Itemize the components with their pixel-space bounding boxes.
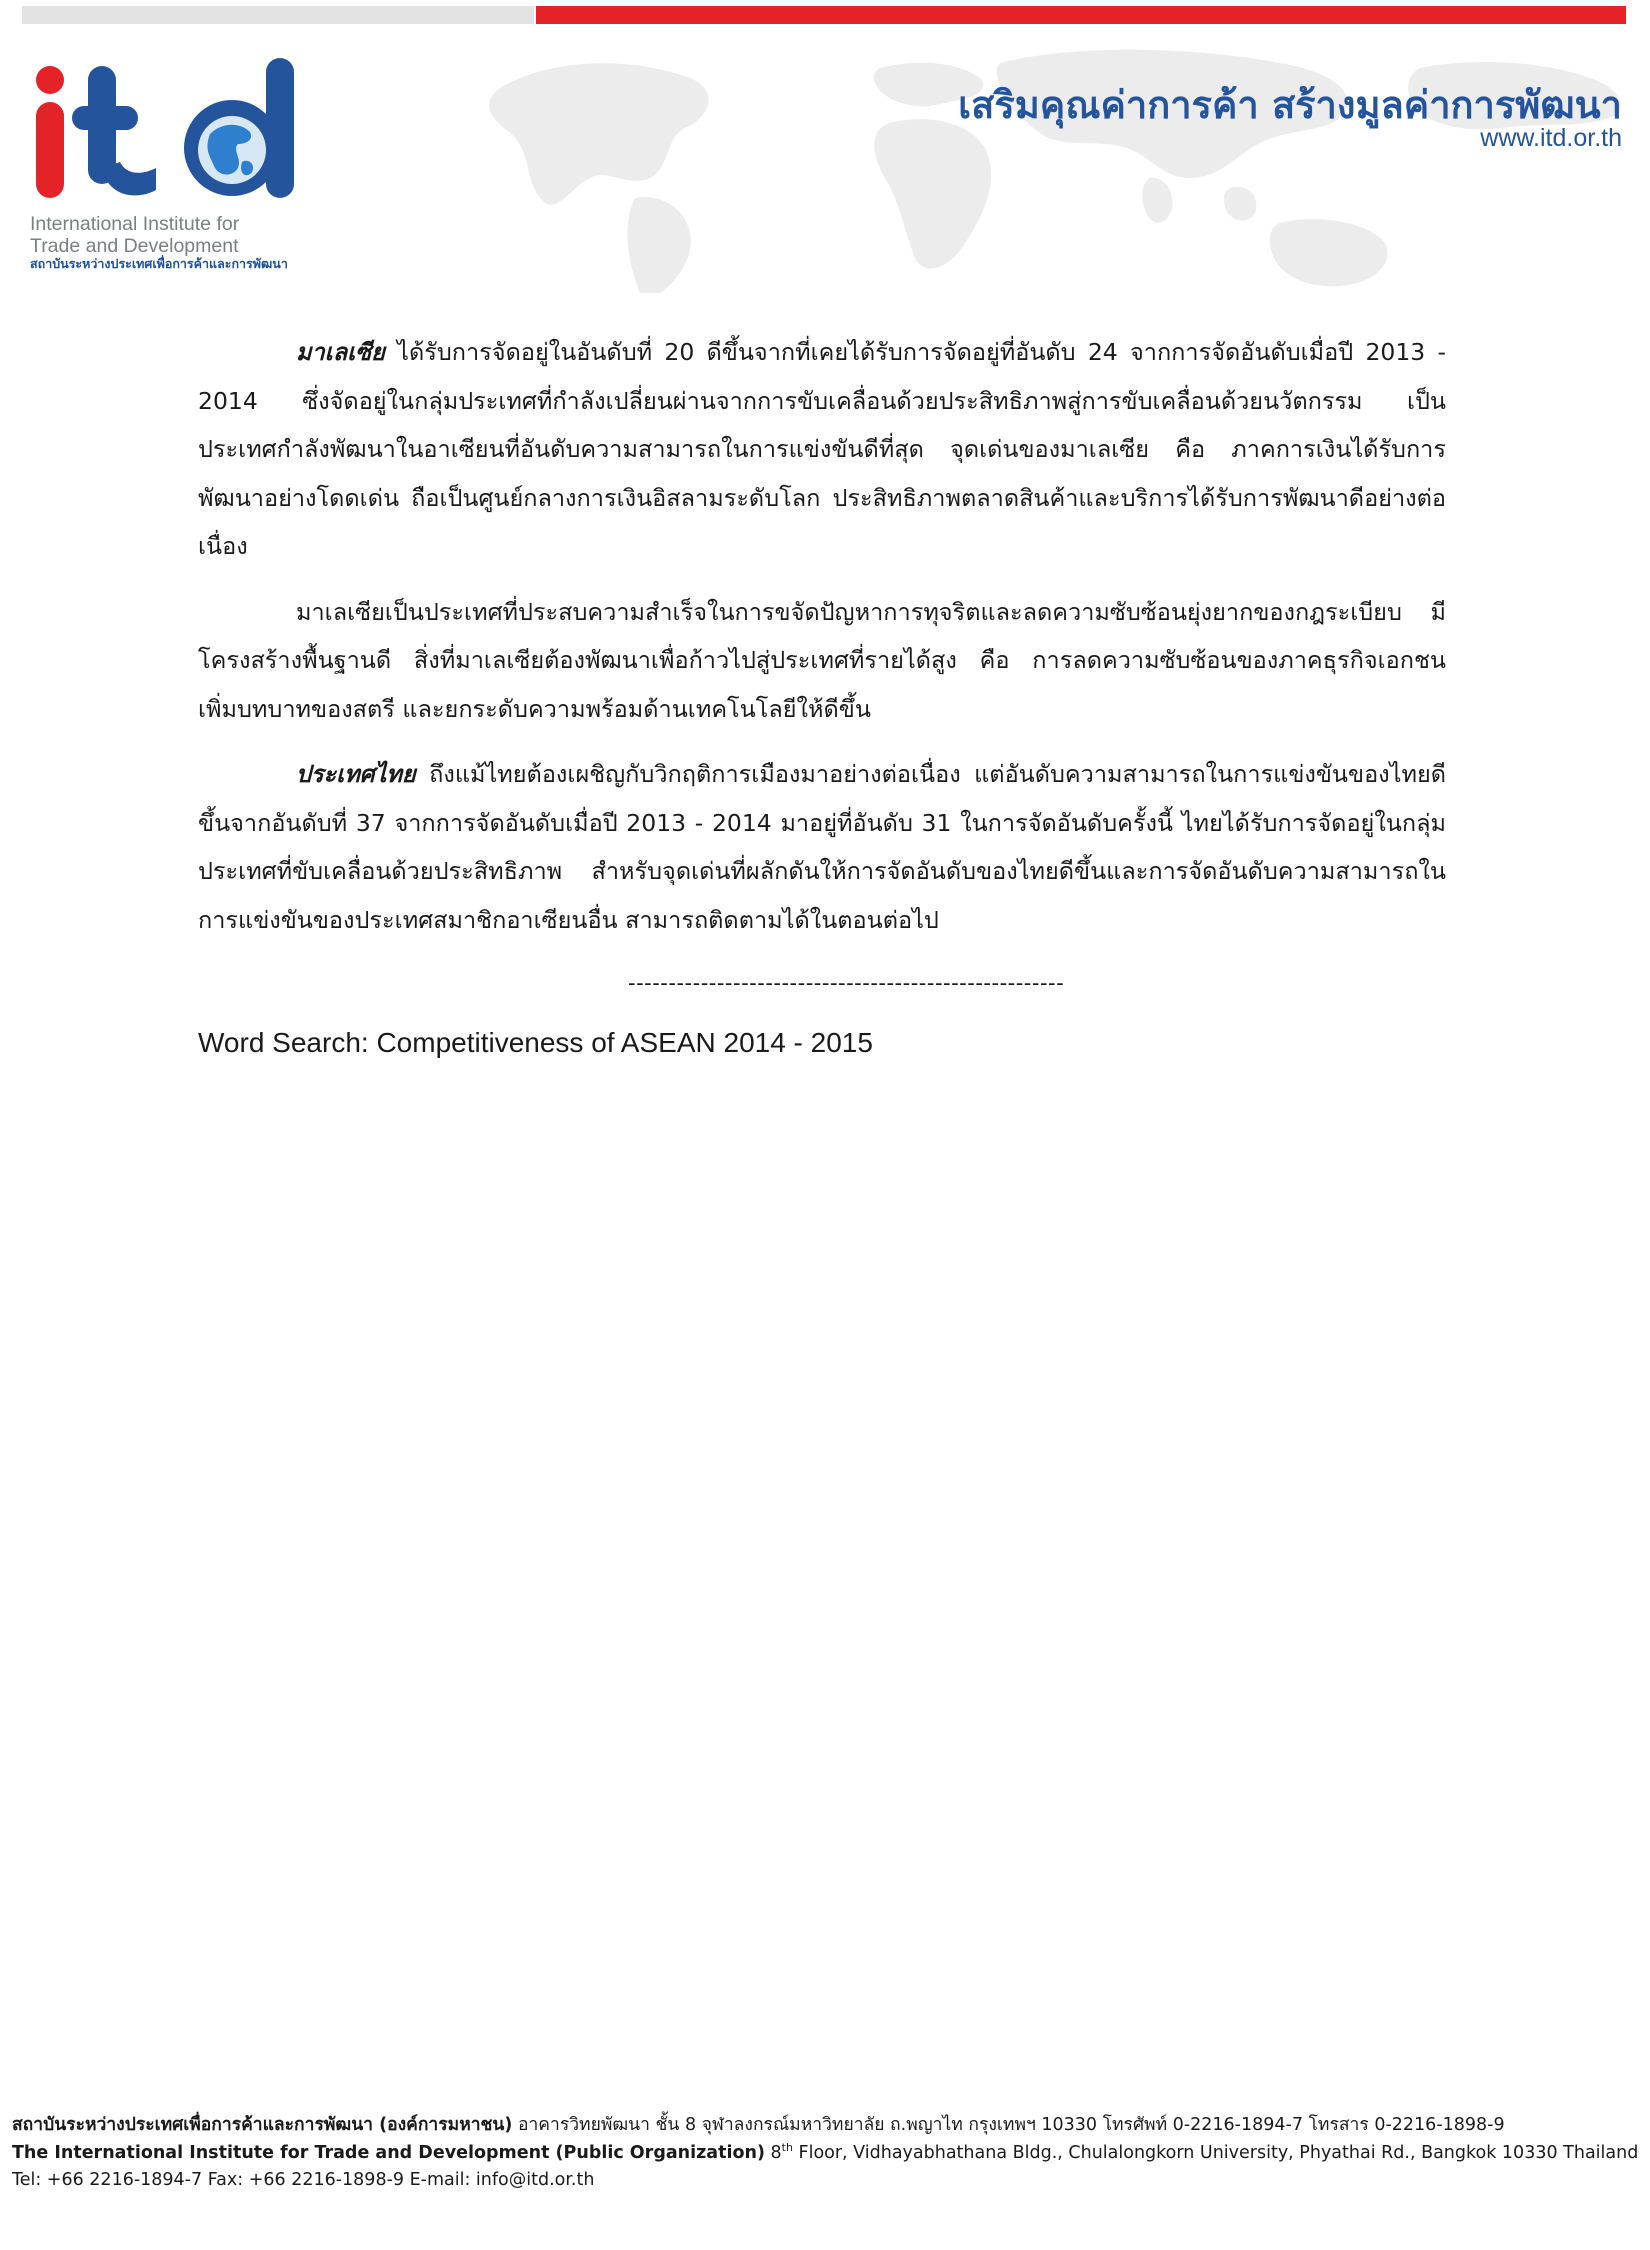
footer-line-english [12,2140,1639,2168]
section-divider: ------------------------------------------------------ [628,971,1065,995]
header-slogan: เสริมคุณค่าการค้า สร้างมูลค่าการพัฒนา [958,83,1622,127]
paragraph-text: ถึงแม้ไทยต้องเผชิญกับวิกฤติการเมืองมาอย่างต่อเนื่อง แต่อันดับความสามารถในการแข่งขันของไทยดีขึ้นจากอันดับที่ 37 จากการจัดอันดับเมื่อปี 2013 - 2014 มาอยู่ที่อันดับ 31 ในการจัดอันดับครั้งนี้ ไทยได้รับการจัดอยู่ในกลุ่มประเทศที่ขับเคลื่อนด้วยประสิทธิภาพ สำหรับจุดเด่นที่ผลักดันให้การจัดอันดับของไทยดีขึ้นและการจัดอันดับความสามารถในการแข่งขันของประเทศสมาชิกอาเซียนอื่น สามารถติดตามได้ในตอนต่อไป [198,760,1446,934]
paragraph-malaysia [198,328,1446,571]
footer-line-thai [12,2112,1632,2140]
footer-address-english: Floor, Vidhayabhathana Bldg., Chulalongkorn University, Phyathai Rd., Bangkok 10330 Thailand [792,2142,1639,2163]
footer-floor: 8 [764,2142,782,2163]
footer-contact: Tel: +66 2216-1894-7 Fax: +66 2216-1898-9 E-mail: info@itd.or.th [12,2170,595,2190]
article-body [198,328,1446,1063]
footer-floor-suffix: th [781,2140,793,2154]
top-bar-grey-segment [22,6,534,24]
paragraph-malaysia-continued [198,588,1446,734]
world-map-background [460,28,1640,293]
paragraph-text: ได้รับการจัดอยู่ในอันดับที่ 20 ดีขึ้นจากที่เคยได้รับการจัดอยู่ที่อันดับ 24 จากการจัดอันดับเมื่อปี 2013 - 2014 ซึ่งจัดอยู่ในกลุ่มประเทศที่กำลังเปลี่ยนผ่านจากการขับเคลื่อนด้วยประสิทธิภาพสู่การขับเคลื่อนด้วยนวัตกรรม เป็นประเทศกำลังพัฒนาในอาเซียนที่อันดับความสามารถในการแข่งขันดีที่สุด จุดเด่นของมาเลเซีย คือ ภาคการเงินได้รับการพัฒนาอย่างโดดเด่น ถือเป็นศูนย์กลางการเงินอิสลามระดับโลก ประสิทธิภาพตลาดสินค้าและบริการได้รับการพัฒนาดีอย่างต่อเนื่อง [198,338,1446,560]
paragraph-lead: ประเทศไทย [296,760,416,788]
header-website[interactable]: www.itd.or.th [1480,124,1622,152]
footer-org-name-thai: สถาบันระหว่างประเทศเพื่อการค้าและการพัฒนา (องค์การมหาชน) [12,2115,513,2135]
paragraph-lead: มาเลเซีย [296,338,385,366]
paragraph-thailand [198,750,1446,944]
top-accent-bar [22,6,1626,24]
word-search-line: Word Search: Competitiveness of ASEAN 2014 - 2015 [198,1027,873,1058]
logo-name-line1: International Institute for [30,213,240,235]
footer-org-name-english: The International Institute for Trade and Development (Public Organization) [12,2142,765,2163]
logo-name-line2: Trade and Development [30,235,239,257]
logo-name-thai: สถาบันระหว่างประเทศเพื่อการค้าและการพัฒนา [30,257,288,271]
footer-address-thai: อาคารวิทยพัฒนา ชั้น 8 จุฬาลงกรณ์มหาวิทยาลัย ถ.พญาไท กรุงเทพฯ 10330 โทรศัพท์ 0-2216-1894-7 โทรสาร 0-2216-1898-9 [512,2115,1505,2135]
top-bar-red-segment [536,6,1626,24]
paragraph-text: มาเลเซียเป็นประเทศที่ประสบความสำเร็จในการขจัดปัญหาการทุจริตและลดความซับซ้อนยุ่งยากของกฎระเบียบ มีโครงสร้างพื้นฐานดี สิ่งที่มาเลเซียต้องพัฒนาเพื่อก้าวไปสู่ประเทศที่รายได้สูง คือ การลดความซับซ้อนของภาคธุรกิจเอกชน เพิ่มบทบาทของสตรี และยกระดับความพร้อมด้านเทคโนโลยีให้ดีขึ้น [198,597,1446,723]
logo-caption [30,213,310,272]
page-footer [12,2112,1639,2195]
